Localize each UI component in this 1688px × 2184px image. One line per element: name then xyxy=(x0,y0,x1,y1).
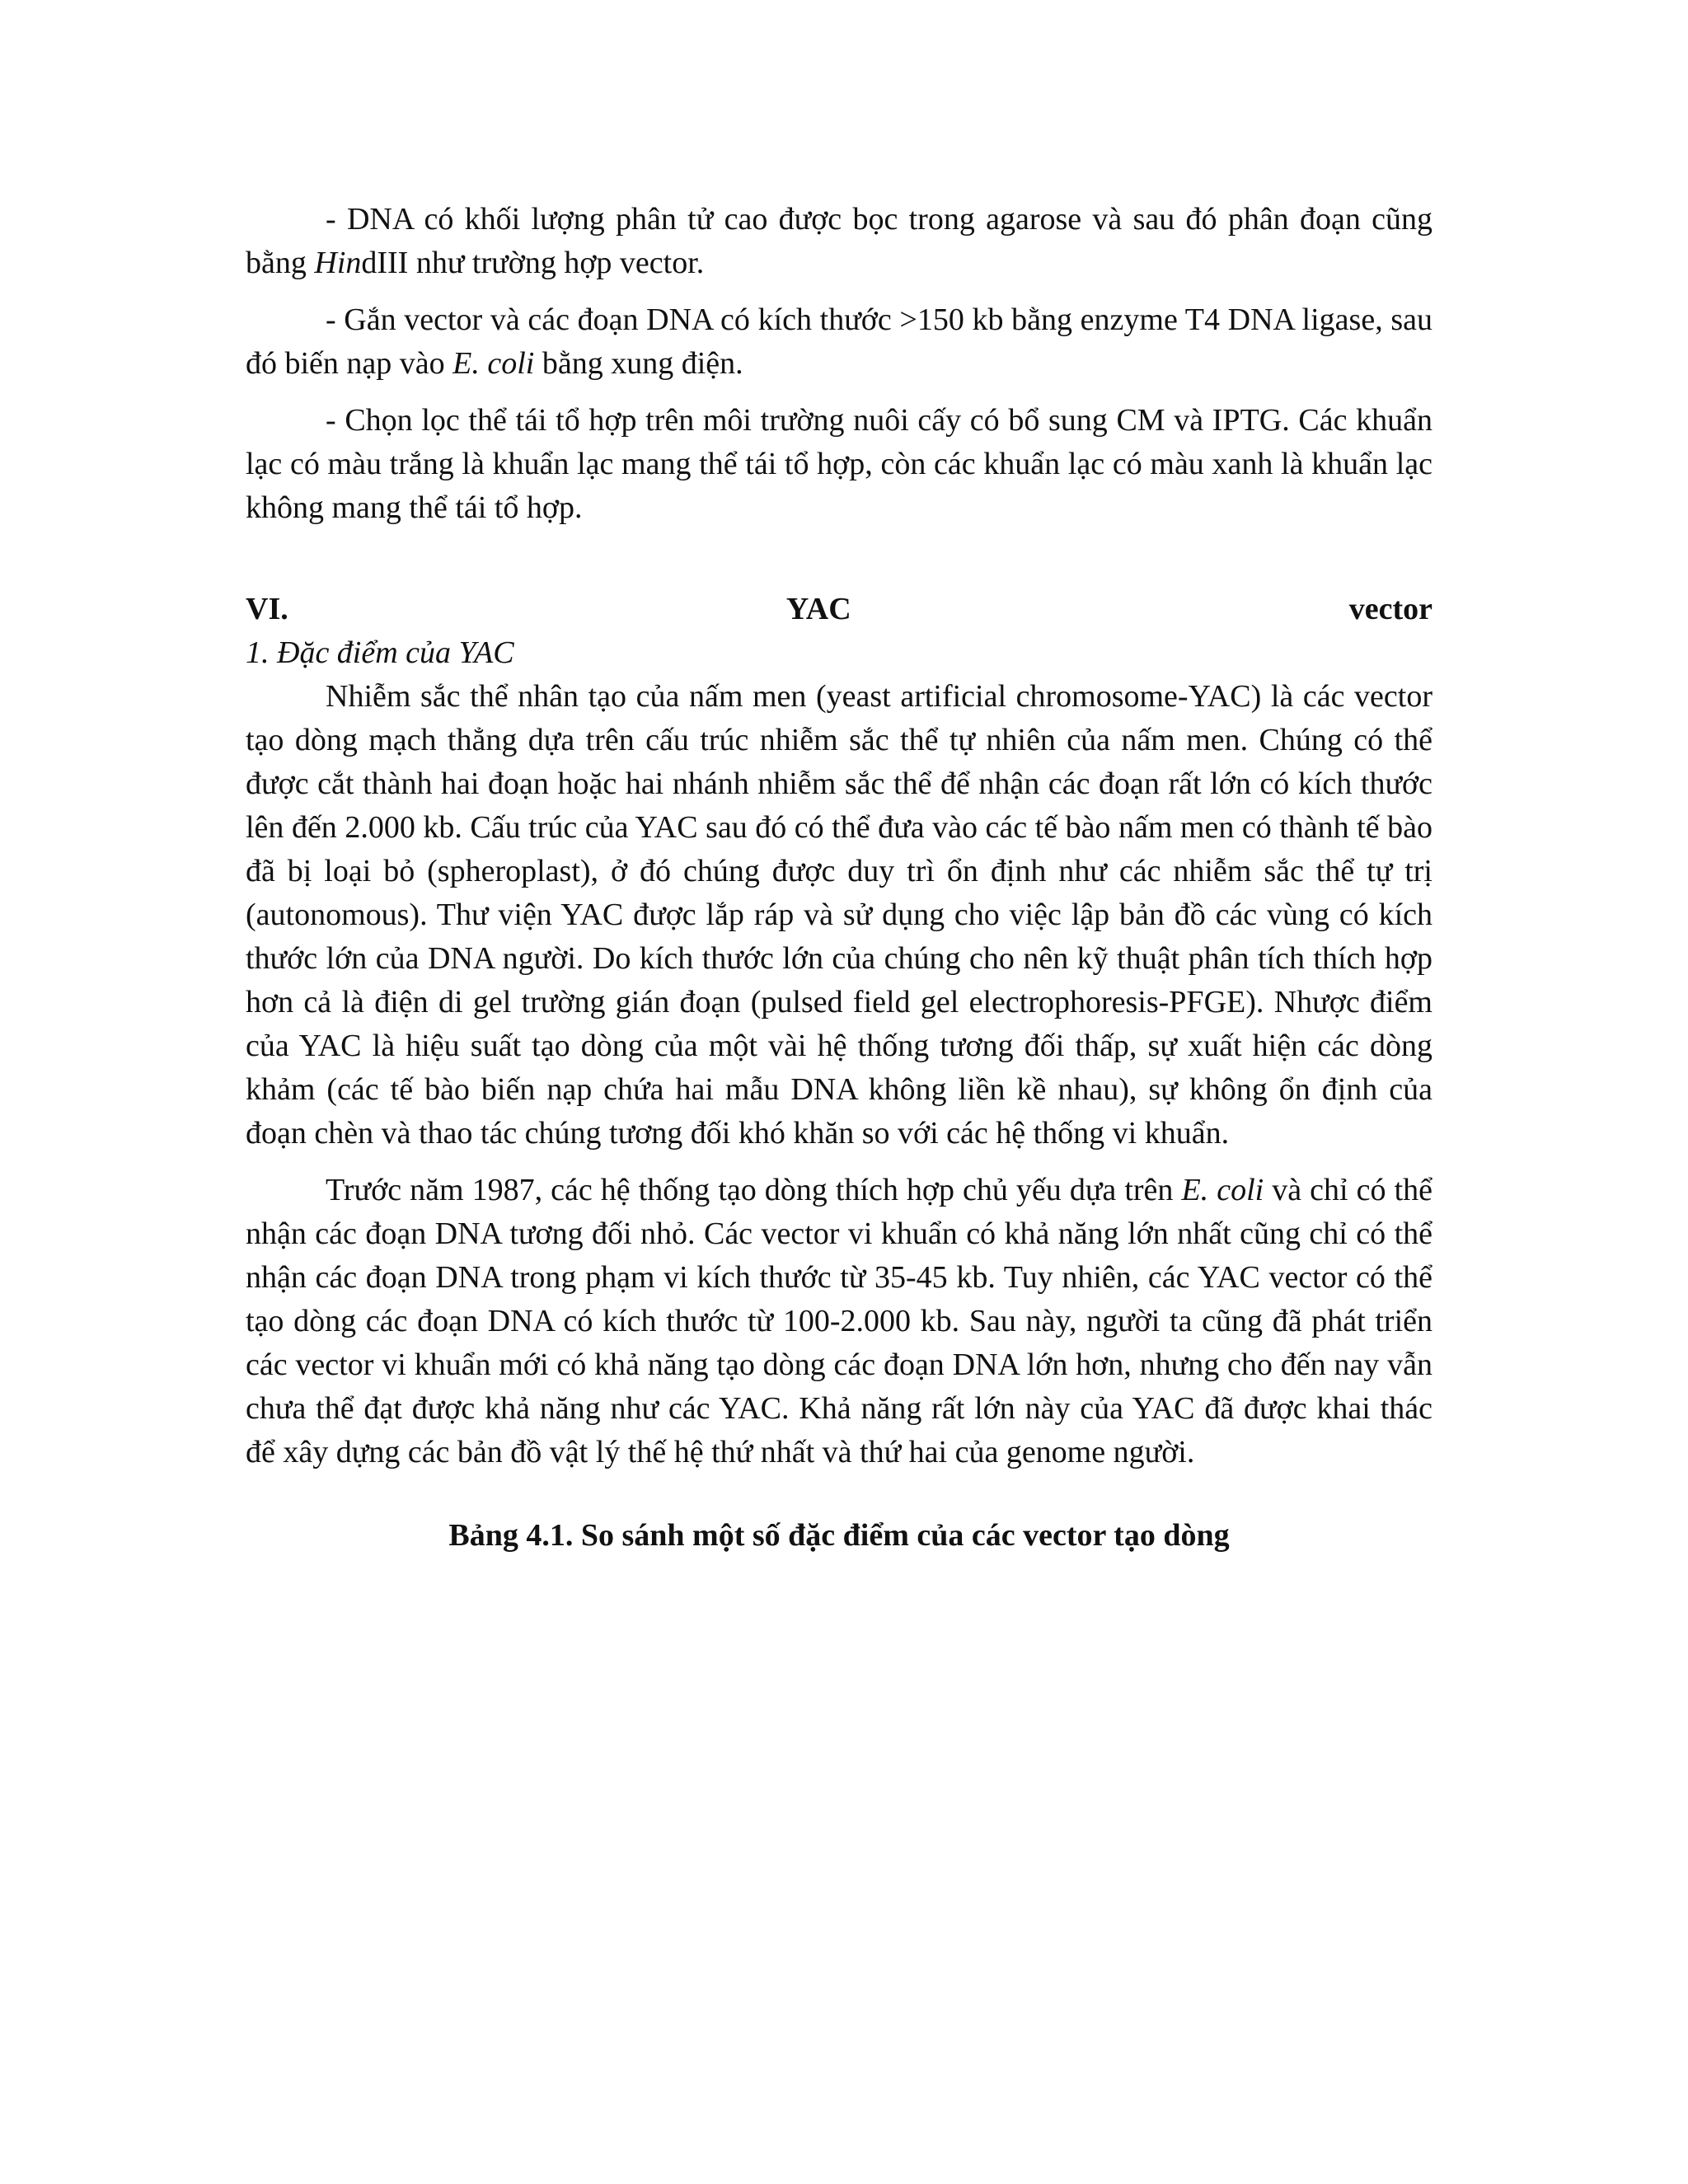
paragraph-history: Trước năm 1987, các hệ thống tạo dòng thích hợp chủ yếu dựa trên E. coli và chỉ có thể nhận các đoạn DNA tương đối nhỏ. Các vector vi khuẩn có khả năng lớn nhất cũng chỉ có thể nhận các đoạn DNA trong phạm vi kích thước từ 35-45 kb. Tuy nhiên, các YAC vector có thể tạo dòng các đoạn DNA có kích thước từ 100-2.000 kb. Sau này, người ta cũng đã phát triển các vector vi khuẩn mới có khả năng tạo dòng các đoạn DNA lớn hơn, nhưng cho đến nay vẫn chưa thể đạt được khả năng như các YAC. Khả năng rất lớn này của YAC đã được khai thác để xây dựng các bản đồ vật lý thế hệ thứ nhất và thứ hai của genome người. xyxy=(246,1173,1432,1469)
hindiii-italic: Hin xyxy=(314,246,362,280)
section-word: vector xyxy=(1348,592,1432,626)
subsection-heading: 1. Đặc điểm của YAC xyxy=(246,635,514,670)
bullet-selection: - Chọn lọc thể tái tổ hợp trên môi trường nuôi cấy có bổ sung CM và IPTG. Các khuẩn lạc có màu trắng là khuẩn lạc mang thể tái tổ hợp, còn các khuẩn lạc có màu xanh là khuẩn lạc không mang thể tái tổ hợp. xyxy=(246,403,1432,525)
ecoli-italic: E. coli xyxy=(452,346,535,381)
section-number: VI. xyxy=(246,592,288,626)
section-title: YAC xyxy=(785,592,851,626)
document-page xyxy=(246,198,1432,1558)
bullet-dna-agarose: - DNA có khối lượng phân tử cao được bọc trong agarose và sau đó phân đoạn cũng bằng HindIII như trường hợp vector. xyxy=(246,202,1432,280)
section-heading xyxy=(246,588,1432,631)
bullet-ligase: - Gắn vector và các đoạn DNA có kích thước >150 kb bằng enzyme T4 DNA ligase, sau đó biến nạp vào E. coli bằng xung điện. xyxy=(246,302,1432,381)
table-caption: Bảng 4.1. So sánh một số đặc điểm của các vector tạo dòng xyxy=(448,1518,1230,1553)
ecoli-italic: E. coli xyxy=(1181,1173,1264,1207)
paragraph-yac-features: Nhiễm sắc thể nhân tạo của nấm men (yeast artificial chromosome-YAC) là các vector tạo dòng mạch thẳng dựa trên cấu trúc nhiễm sắc thể tự nhiên của nấm men. Chúng có thể được cắt thành hai đoạn hoặc hai nhánh nhiễm sắc thể để nhận các đoạn rất lớn có kích thước lên đến 2.000 kb. Cấu trúc của YAC sau đó có thể đưa vào các tế bào nấm men có thành tế bào đã bị loại bỏ (spheroplast), ở đó chúng được duy trì ổn định như các nhiễm sắc thể tự trị (autonomous). Thư viện YAC được lắp ráp và sử dụng cho việc lập bản đồ các vùng có kích thước lớn của DNA người. Do kích thước lớn của chúng cho nên kỹ thuật phân tích thích hợp hơn cả là điện di gel trường gián đoạn (pulsed field gel electrophoresis-PFGE). Nhược điểm của YAC là hiệu suất tạo dòng của một vài hệ thống tương đối thấp, sự xuất hiện các dòng khảm (các tế bào biến nạp chứa hai mẫu DNA không liền kề nhau), sự không ổn định của đoạn chèn và thao tác chúng tương đối khó khăn so với các hệ thống vi khuẩn. xyxy=(246,679,1432,1151)
